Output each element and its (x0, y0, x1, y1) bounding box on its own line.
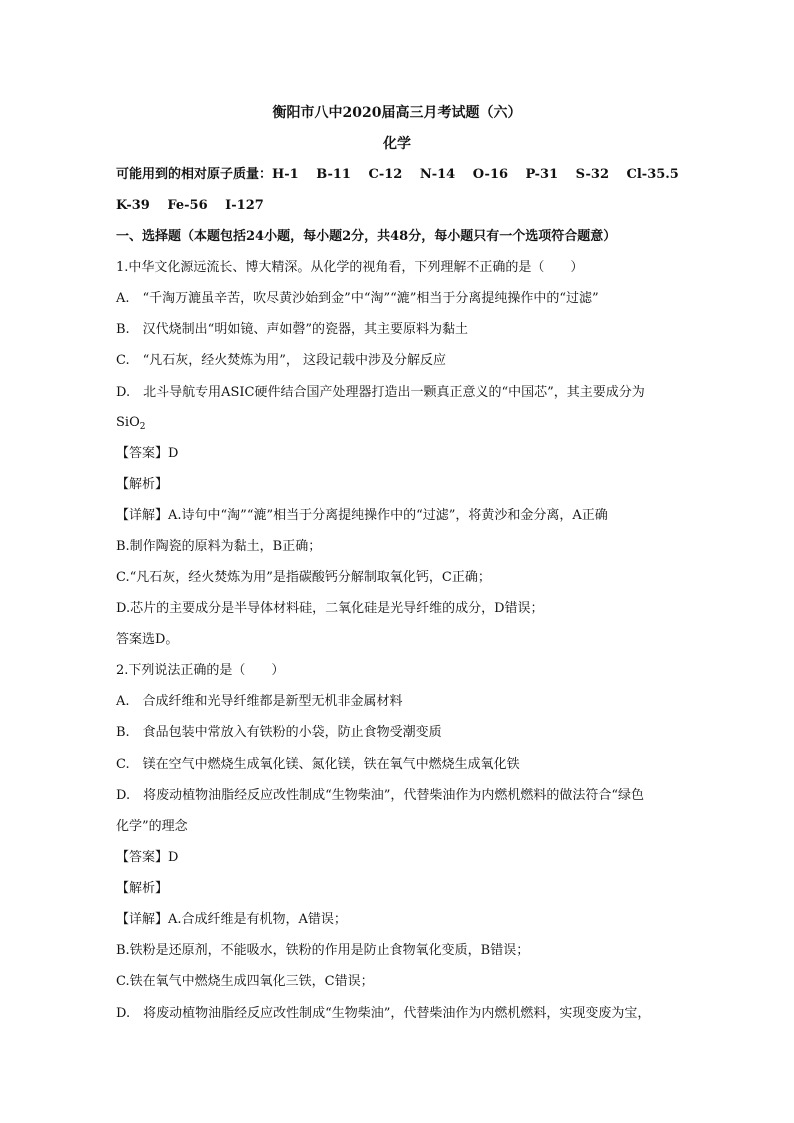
q1-option-c: C. “凡石灰，经火焚炼为用”， 这段记载中涉及分解反应 (116, 353, 447, 368)
q2-detail-c: C.铁在氧气中燃烧生成四氧化三铁，C错误； (116, 974, 374, 989)
page-title: 衡阳市八中2020届高三月考试题（六） (272, 105, 522, 121)
q2-option-d: D. 将废动植物油脂经反应改性制成“生物柴油”，代替柴油作为内燃机燃料的做法符合“绿色 (116, 788, 645, 803)
q1-detail-b: B.制作陶瓷的原料为黏土，B正确； (116, 539, 322, 554)
formula-sio2: SiO (116, 415, 140, 430)
formula-subscript: 2 (139, 422, 146, 432)
q2-detail-b: B.铁粉是还原剂，不能吸水，铁粉的作用是防止食物氧化变质，B错误； (116, 943, 530, 958)
q1-detail-a: 【详解】A.诗句中“淘”“漉”相当于分离提纯操作中的“过滤”，将黄沙和金分离，A正确 (116, 508, 608, 523)
q1-option-d: D. 北斗导航专用ASIC硬件结合国产处理器打造出一颗真正意义的“中国芯”，其主要成分为 (116, 385, 645, 400)
q2-detail-d: D. 将废动植物油脂经反应改性制成“生物柴油”，代替柴油作为内燃机燃料，实现变废为宝， (116, 1006, 651, 1021)
section-heading: 一、选择题（本题包括24小题，每小题2分，共48分，每小题只有一个选项符合题意） (116, 229, 617, 244)
q1-answer: 【答案】D (116, 446, 179, 461)
q2-option-c: C. 镁在空气中燃烧生成氧化镁、氮化镁，铁在氧气中燃烧生成氧化铁 (116, 757, 520, 772)
q2-stem: 2.下列说法正确的是（ ） (116, 663, 285, 678)
atomic-masses-line1: 可能用到的相对原子质量：H-1 B-11 C-12 N-14 O-16 P-31 S-32 Cl-35.5 (116, 167, 679, 182)
q1-detail-d: D.芯片的主要成分是半导体材料硅，二氧化硅是光导纤维的成分，D错误； (116, 601, 544, 616)
q2-detail-a: 【详解】A.合成纤维是有机物，A错误； (116, 912, 347, 927)
q1-option-a: A. “千淘万漉虽辛苦，吹尽黄沙始到金”中“淘”“漉”相当于分离提纯操作中的“过滤” (116, 291, 599, 306)
q2-option-a: A. 合成纤维和光导纤维都是新型无机非金属材料 (116, 694, 403, 709)
q1-conclusion: 答案选D。 (116, 632, 179, 647)
q2-option-b: B. 食品包装中常放入有铁粉的小袋，防止食物受潮变质 (116, 725, 442, 740)
subject-title: 化学 (383, 136, 411, 152)
q1-stem: 1.中华文化源远流长、博大精深。从化学的视角看，下列理解不正确的是（ ） (116, 260, 584, 275)
atomic-masses-line2: K-39 Fe-56 I-127 (116, 198, 264, 213)
q2-analysis-label: 【解析】 (116, 881, 169, 896)
q2-answer: 【答案】D (116, 850, 179, 865)
q2-option-d-continued: 化学”的理念 (116, 819, 188, 834)
q1-detail-c: C.“凡石灰，经火焚炼为用”是指碳酸钙分解制取氧化钙，C正确； (116, 570, 491, 585)
q1-option-b: B. 汉代烧制出“明如镜、声如磬”的瓷器，其主要原料为黏土 (116, 322, 468, 337)
q1-analysis-label: 【解析】 (116, 477, 169, 492)
q1-option-d-continued (116, 414, 682, 436)
